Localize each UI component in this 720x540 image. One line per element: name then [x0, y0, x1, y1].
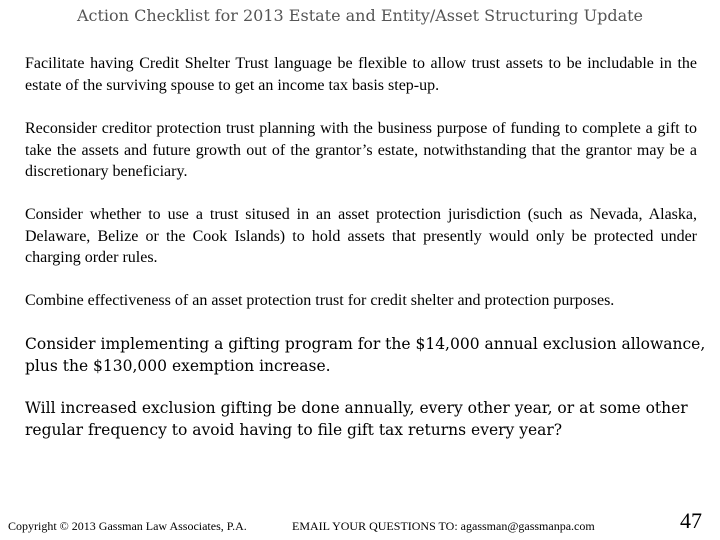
footer-copyright: Copyright © 2013 Gassman Law Associates, P.A.	[8, 519, 247, 533]
checklist-item: Facilitate having Credit Shelter Trust language be flexible to allow trust assets to be includable in the estate of the surviving spouse to get an income tax basis step-up.	[25, 55, 697, 94]
checklist-item: Will increased exclusion gifting be done annually, every other year, or at some other regular frequency to avoid having to file gift tax returns every year?	[25, 399, 688, 439]
footer-contact: EMAIL YOUR QUESTIONS TO: agassman@gassmanpa.com	[292, 519, 595, 533]
page-number: 47	[680, 508, 702, 533]
checklist-item: Consider implementing a gifting program for the $14,000 annual exclusion allowance, plus the $130,000 exemption increase.	[25, 335, 706, 375]
page-title: Action Checklist for 2013 Estate and Entity/Asset Structuring Update	[76, 6, 644, 25]
checklist-item: Combine effectiveness of an asset protection trust for credit shelter and protection purposes.	[25, 292, 615, 309]
checklist-item: Consider whether to use a trust sitused in an asset protection jurisdiction (such as Nevada, Alaska, Delaware, Belize or the Cook Islands) to hold assets that presently would only be protected under charging order rules.	[25, 206, 697, 266]
checklist-item: Reconsider creditor protection trust planning with the business purpose of funding to complete a gift to take the assets and future growth out of the grantor’s estate, notwithstanding that the grantor may be a discretionary beneficiary.	[25, 120, 697, 180]
